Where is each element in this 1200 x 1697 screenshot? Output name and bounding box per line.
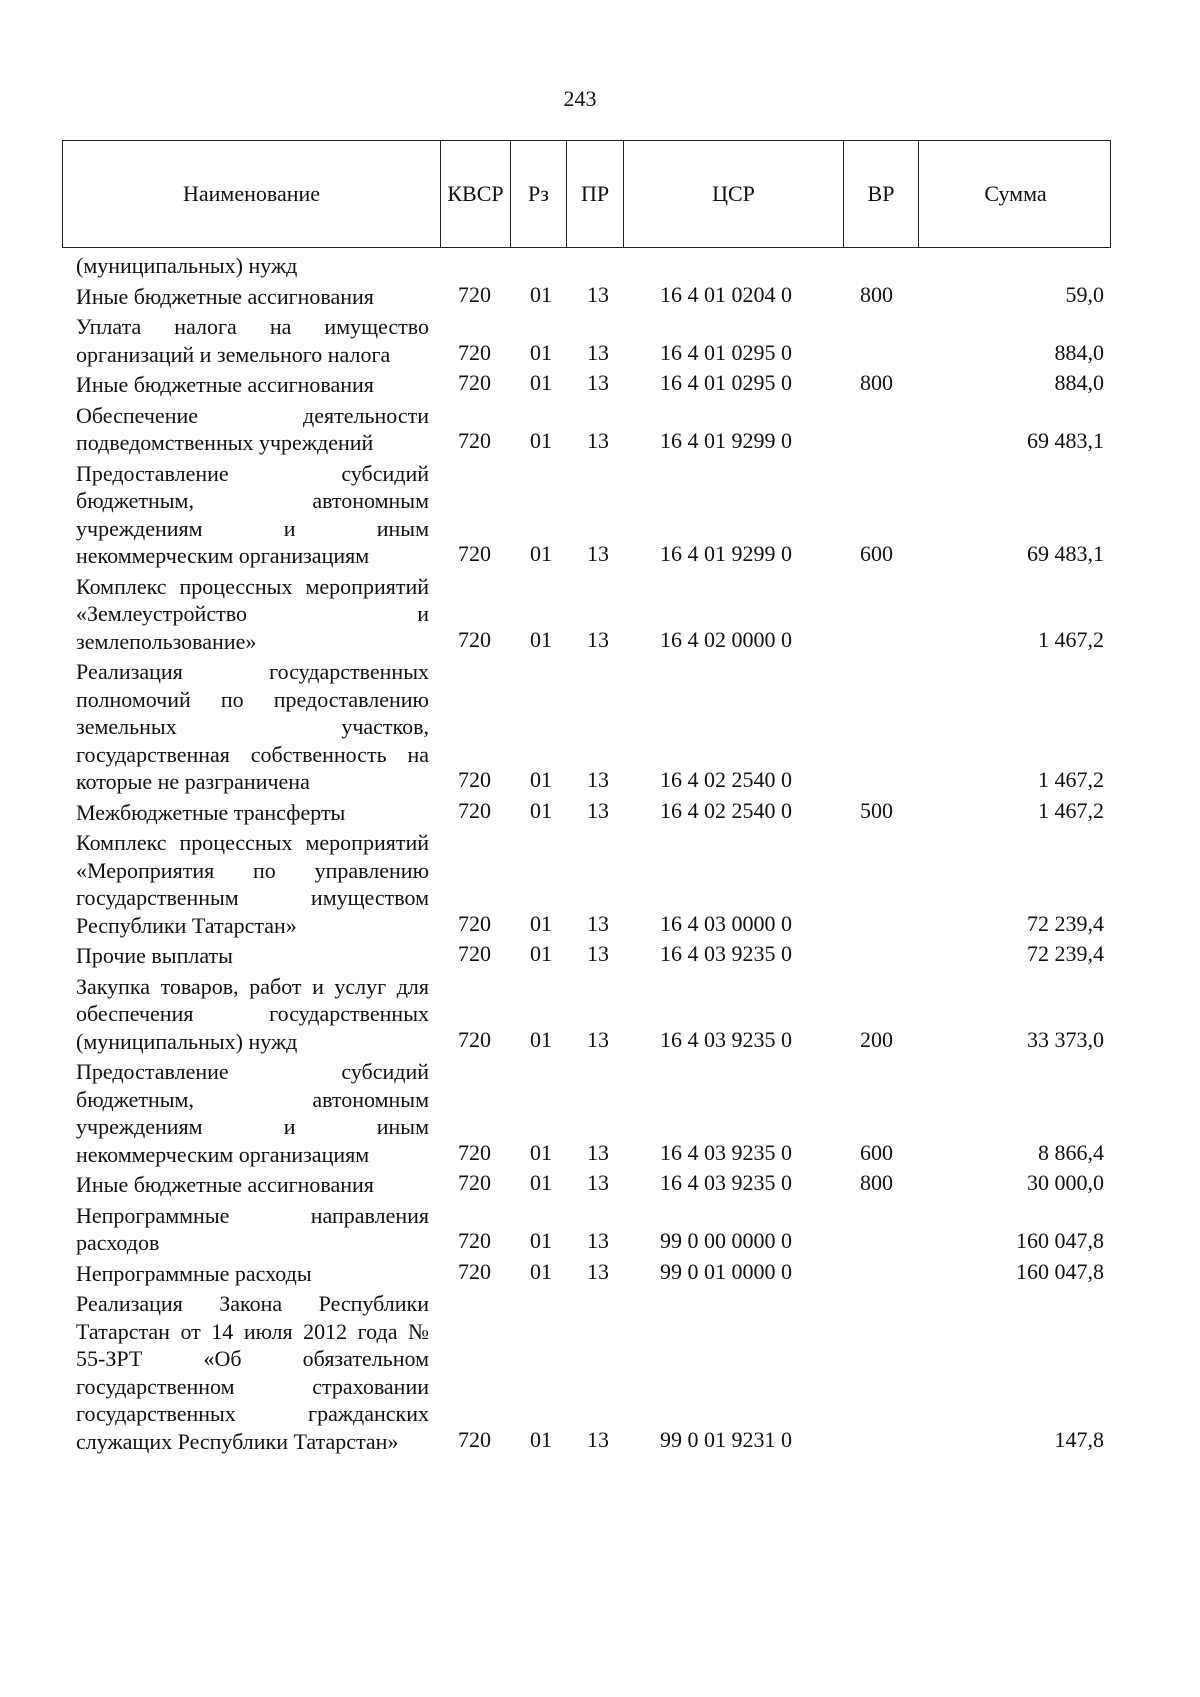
row-rz: 01 [530, 281, 552, 307]
row-kvsr: 720 [458, 767, 491, 792]
row-sum: 72 239,4 [1027, 941, 1104, 966]
table-row [0, 402, 1200, 457]
row-sum: 1 467,2 [1038, 767, 1104, 792]
row-sum: 884,0 [1054, 339, 1104, 365]
row-sum: 59,0 [1065, 281, 1104, 307]
table-row [0, 573, 1200, 656]
row-csr: 16 4 03 9235 0 [660, 941, 792, 966]
row-vr: 800 [860, 281, 893, 307]
row-csr: 16 4 01 9299 0 [660, 541, 792, 566]
row-name: Обеспечение деятельности подведомственных учреждений [76, 402, 429, 455]
table-body [0, 252, 1200, 1458]
row-rz: 01 [530, 541, 552, 566]
row-rz: 01 [530, 1026, 552, 1052]
row-sum: 147,8 [1054, 1426, 1104, 1452]
row-kvsr: 720 [458, 1228, 491, 1253]
row-csr: 16 4 03 0000 0 [660, 910, 792, 936]
row-rz: 01 [530, 1170, 552, 1195]
row-pr: 13 [587, 626, 609, 652]
table-row [0, 1260, 1200, 1288]
row-rz: 01 [530, 1139, 552, 1165]
table-row [0, 1290, 1200, 1455]
table-row [0, 283, 1200, 311]
row-rz: 01 [530, 1258, 552, 1284]
row-pr: 13 [587, 541, 609, 566]
row-sum: 8 866,4 [1038, 1139, 1104, 1165]
header-name: Наименование [182, 181, 321, 206]
row-name: Прочие выплаты [76, 943, 233, 968]
row-pr: 13 [587, 1426, 609, 1452]
row-name: Комплекс процессных мероприятий «Землеустройство и землепользование» [76, 573, 429, 654]
table-row [0, 829, 1200, 939]
header-rz: Рз [510, 141, 566, 247]
row-csr: 99 0 01 0000 0 [660, 1258, 792, 1284]
row-csr: 16 4 01 0295 0 [660, 370, 792, 395]
row-kvsr: 720 [458, 910, 491, 936]
table-row [0, 1171, 1200, 1199]
header-vr: ВР [843, 141, 918, 247]
table-header [62, 140, 1111, 248]
row-sum: 30 000,0 [1027, 1170, 1104, 1195]
row-kvsr: 720 [458, 281, 491, 307]
table-row [0, 1202, 1200, 1257]
row-csr: 16 4 03 9235 0 [660, 1139, 792, 1165]
header-kvsr: КВСР [440, 141, 510, 247]
table-row [0, 799, 1200, 827]
row-pr: 13 [587, 1228, 609, 1253]
row-rz: 01 [530, 910, 552, 936]
row-csr: 16 4 01 0295 0 [660, 339, 792, 365]
row-vr: 800 [860, 1170, 893, 1195]
row-csr: 16 4 02 0000 0 [660, 626, 792, 652]
row-name: Иные бюджетные ассигнования [76, 1172, 374, 1197]
row-rz: 01 [530, 370, 552, 395]
row-sum: 1 467,2 [1038, 797, 1104, 823]
row-pr: 13 [587, 370, 609, 395]
row-rz: 01 [530, 339, 552, 365]
row-name: Межбюджетные трансферты [76, 799, 346, 825]
row-name: Иные бюджетные ассигнования [76, 283, 374, 309]
row-name: Непрограммные направления расходов [76, 1202, 429, 1255]
row-name: Закупка товаров, работ и услуг для обеспечения государственных (муниципальных) нужд [76, 973, 429, 1054]
row-vr: 200 [860, 1026, 893, 1052]
row-sum: 1 467,2 [1038, 626, 1104, 652]
table-row [0, 313, 1200, 368]
row-pr: 13 [587, 281, 609, 307]
row-pr: 13 [587, 1026, 609, 1052]
row-csr: 16 4 03 9235 0 [660, 1026, 792, 1052]
row-kvsr: 720 [458, 370, 491, 395]
row-csr: 16 4 02 2540 0 [660, 767, 792, 792]
row-pr: 13 [587, 797, 609, 823]
row-name: Уплата налога на имущество организаций и земельного налога [76, 314, 429, 367]
table-row [0, 942, 1200, 970]
row-csr: 16 4 01 0204 0 [660, 281, 792, 307]
row-vr: 600 [860, 1139, 893, 1165]
row-pr: 13 [587, 941, 609, 966]
table-row [0, 1058, 1200, 1168]
row-kvsr: 720 [458, 541, 491, 566]
table-row [0, 252, 1200, 280]
row-name: Иные бюджетные ассигнования [76, 372, 374, 397]
row-pr: 13 [587, 1170, 609, 1195]
row-rz: 01 [530, 767, 552, 792]
row-name: Предоставление субсидий бюджетным, автономным учреждениям и иным некоммерческим организациям [76, 460, 429, 568]
table-row [0, 371, 1200, 399]
row-vr: 600 [860, 541, 893, 566]
row-pr: 13 [587, 428, 609, 453]
row-sum: 33 373,0 [1027, 1026, 1104, 1052]
row-kvsr: 720 [458, 1139, 491, 1165]
row-rz: 01 [530, 941, 552, 966]
row-pr: 13 [587, 1258, 609, 1284]
row-kvsr: 720 [458, 797, 491, 823]
row-sum: 160 047,8 [1016, 1258, 1104, 1284]
row-csr: 99 0 00 0000 0 [660, 1228, 792, 1253]
row-rz: 01 [530, 1228, 552, 1253]
row-kvsr: 720 [458, 1426, 491, 1452]
header-csr: ЦСР [623, 141, 843, 247]
row-vr: 500 [860, 797, 893, 823]
row-name: Реализация государственных полномочий по предоставлению земельных участков, государственная собственность на которые не разграничена [76, 659, 429, 794]
row-vr: 800 [860, 370, 893, 395]
row-sum: 160 047,8 [1016, 1228, 1104, 1253]
row-csr: 16 4 03 9235 0 [660, 1170, 792, 1195]
row-name: Комплекс процессных мероприятий «Мероприятия по управлению государственным имуществом Республики Татарстан» [76, 830, 429, 938]
row-rz: 01 [530, 797, 552, 823]
row-name: (муниципальных) нужд [76, 253, 298, 278]
row-pr: 13 [587, 339, 609, 365]
row-sum: 884,0 [1054, 370, 1104, 395]
header-pr: ПР [566, 141, 623, 247]
row-csr: 16 4 01 9299 0 [660, 428, 792, 453]
table-row [0, 460, 1200, 570]
row-pr: 13 [587, 910, 609, 936]
table-row [0, 658, 1200, 796]
row-rz: 01 [530, 626, 552, 652]
row-csr: 99 0 01 9231 0 [660, 1426, 792, 1452]
row-rz: 01 [530, 428, 552, 453]
row-sum: 69 483,1 [1027, 541, 1104, 566]
row-pr: 13 [587, 767, 609, 792]
row-name: Предоставление субсидий бюджетным, автономным учреждениям и иным некоммерческим организациям [76, 1059, 429, 1167]
row-kvsr: 720 [458, 1170, 491, 1195]
row-name: Реализация Закона Республики Татарстан от 14 июля 2012 года № 55-ЗРТ «Об обязательном государственном страховании государственных гражданских служащих Республики Татарстан» [76, 1291, 429, 1454]
row-csr: 16 4 02 2540 0 [660, 797, 792, 823]
row-kvsr: 720 [458, 626, 491, 652]
row-kvsr: 720 [458, 1026, 491, 1052]
row-kvsr: 720 [458, 1258, 491, 1284]
row-sum: 69 483,1 [1027, 428, 1104, 453]
row-rz: 01 [530, 1426, 552, 1452]
page-number: 243 [563, 86, 597, 111]
row-sum: 72 239,4 [1027, 910, 1104, 936]
row-kvsr: 720 [458, 428, 491, 453]
row-kvsr: 720 [458, 941, 491, 966]
row-name: Непрограммные расходы [76, 1260, 312, 1286]
table-row [0, 973, 1200, 1056]
row-pr: 13 [587, 1139, 609, 1165]
row-kvsr: 720 [458, 339, 491, 365]
header-sum: Сумма [918, 141, 1112, 247]
